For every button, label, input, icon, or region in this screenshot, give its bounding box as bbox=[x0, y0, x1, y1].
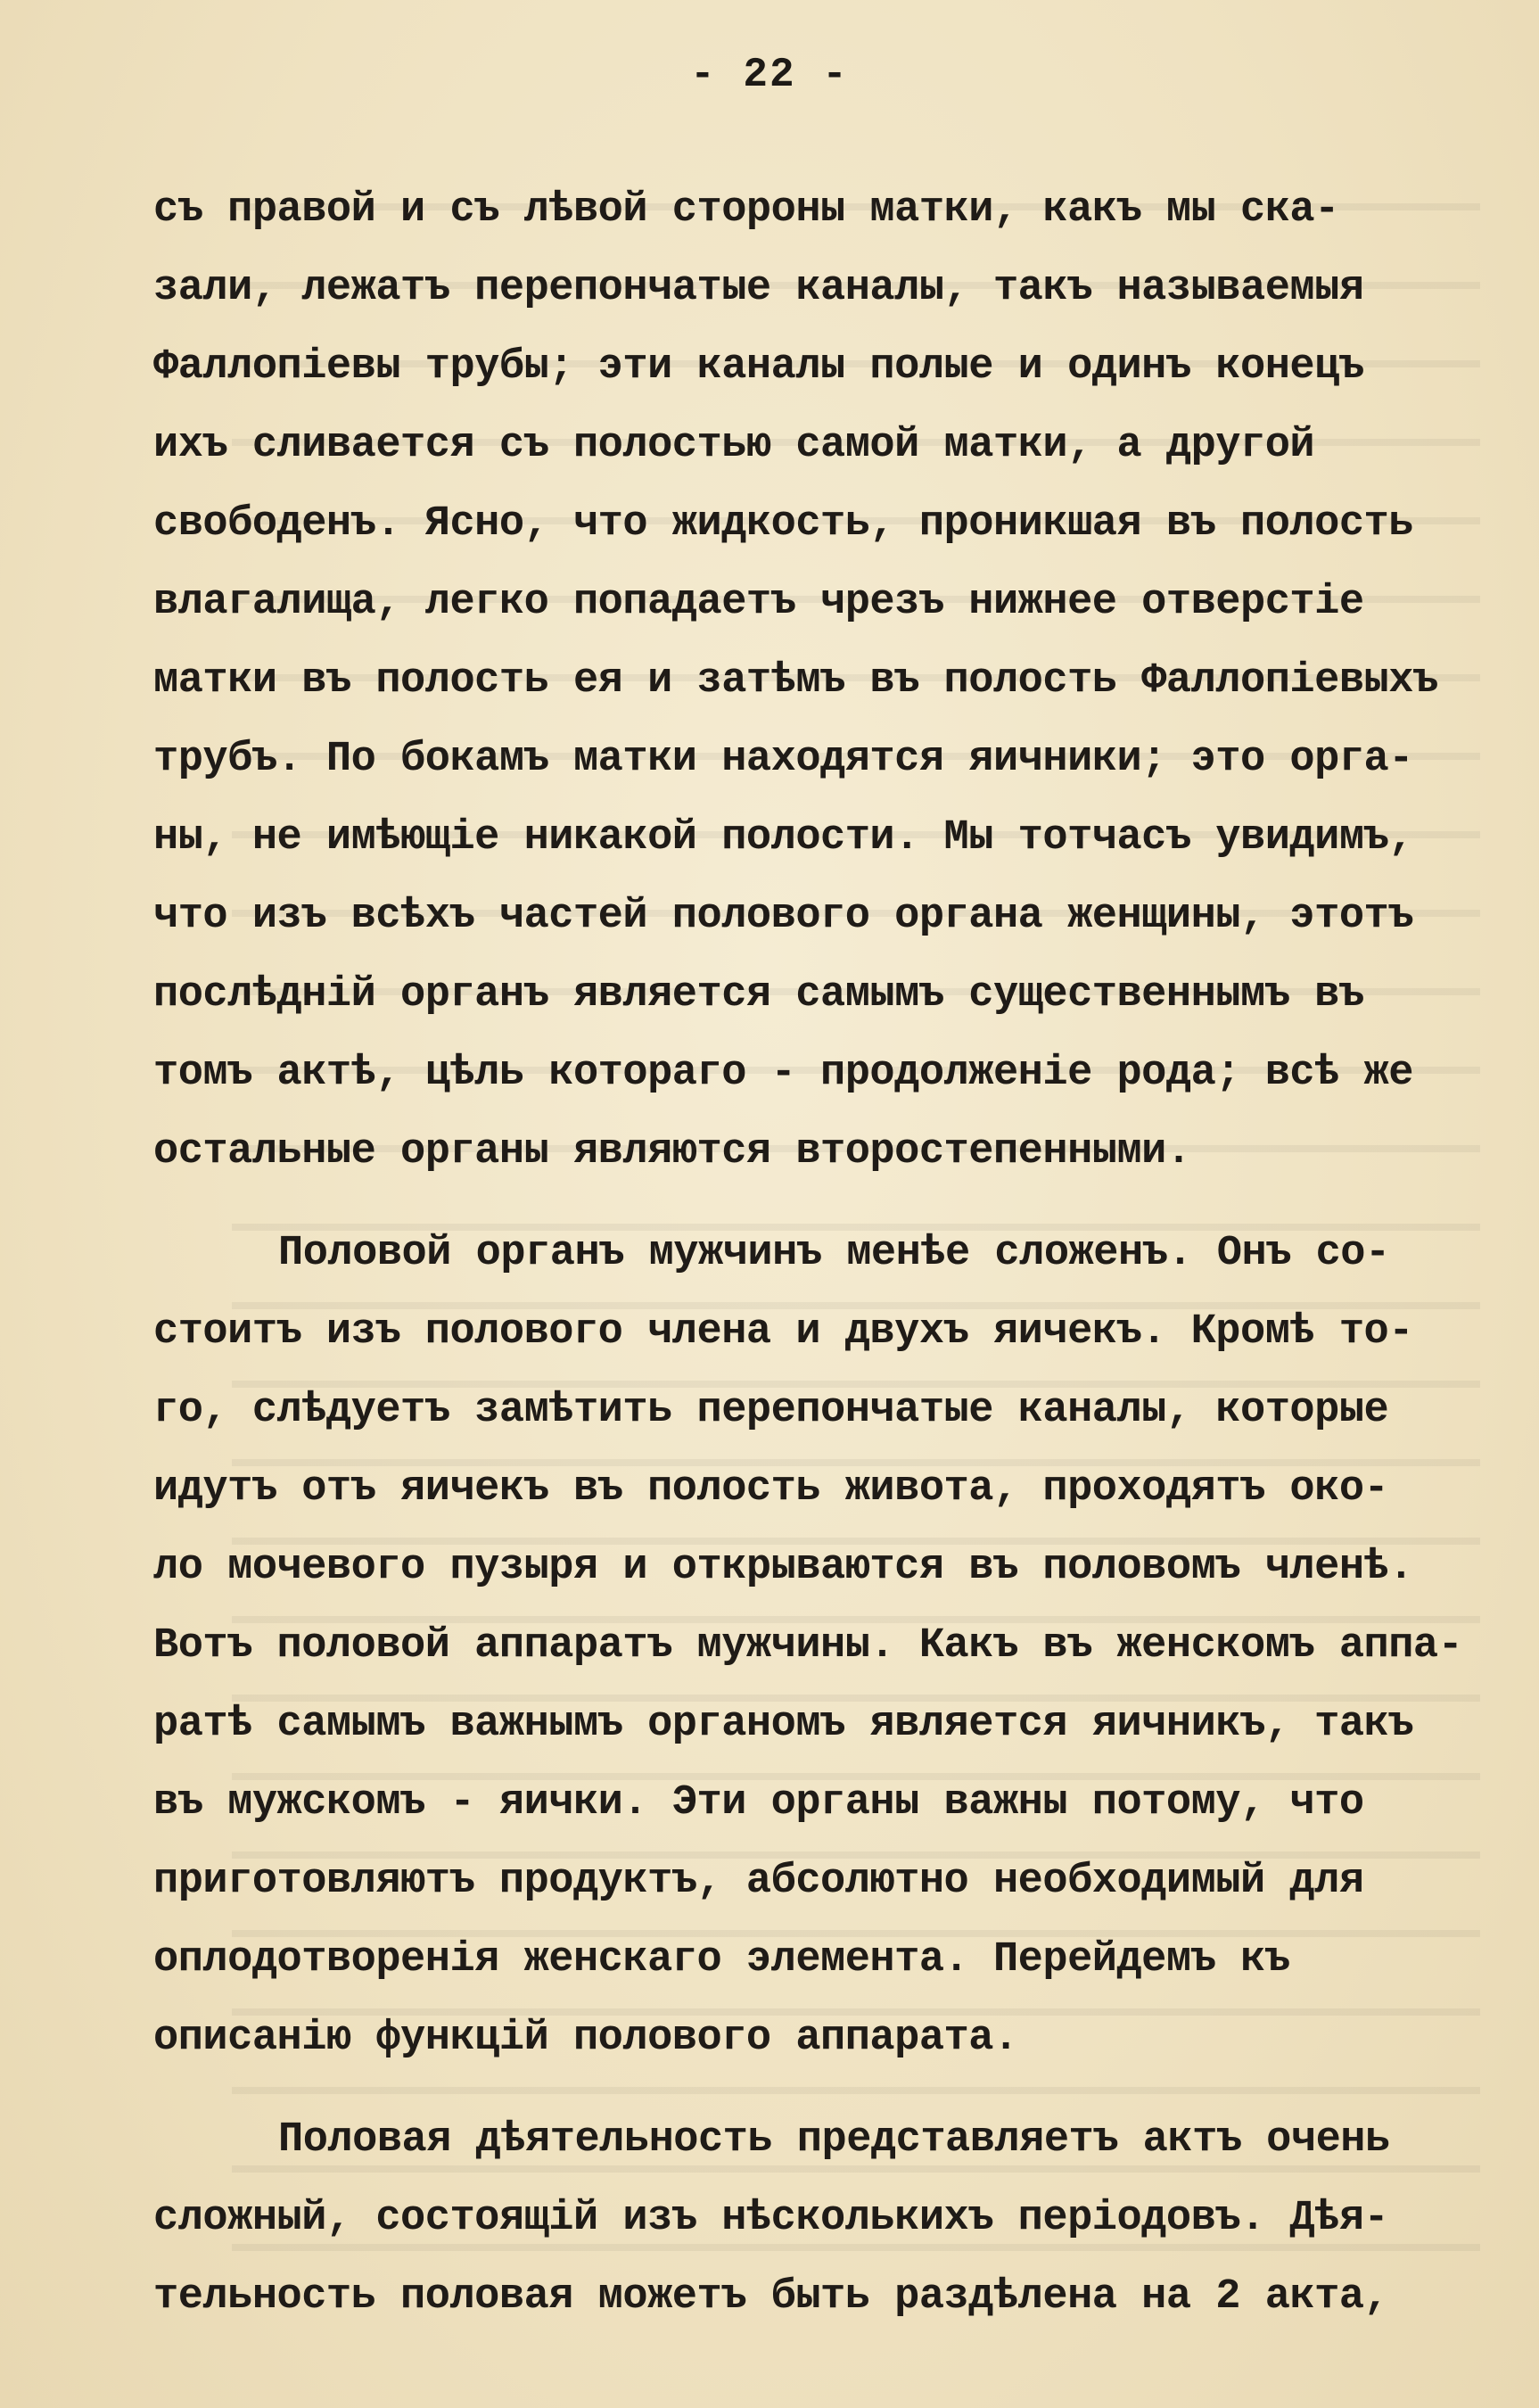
text-line: влагалища, легко попадаетъ чрезъ нижнее отверстіе bbox=[153, 579, 1364, 626]
text-line: ло мочевого пузыря и открываются въ половомъ членѣ. bbox=[153, 1544, 1413, 1591]
text-line: съ правой и съ лѣвой стороны матки, какъ мы ска- bbox=[153, 186, 1339, 234]
text-line: тельность половая можетъ быть раздѣлена на 2 акта, bbox=[153, 2273, 1389, 2321]
text-line: Половая дѣятельность представляетъ актъ очень bbox=[278, 2116, 1390, 2164]
text-line: томъ актѣ, цѣль котораго - продолженіе рода; всѣ же bbox=[153, 1050, 1413, 1097]
text-line: идутъ отъ яичекъ въ полость живота, проходятъ око- bbox=[153, 1465, 1389, 1513]
text-line: го, слѣдуетъ замѣтить перепончатые каналы, которые bbox=[153, 1387, 1389, 1434]
text-line: приготовляютъ продуктъ, абсолютно необходимый для bbox=[153, 1858, 1364, 1905]
text-line: въ мужскомъ - яички. Эти органы важны потому, что bbox=[153, 1779, 1364, 1827]
page-number: - 22 - bbox=[690, 52, 849, 98]
text-line: трубъ. По бокамъ матки находятся яичники; это орга- bbox=[153, 736, 1413, 783]
text-line: зали, лежатъ перепончатые каналы, такъ называемыя bbox=[153, 265, 1364, 312]
text-line: матки въ полость ея и затѣмъ въ полость Фаллопіевыхъ bbox=[153, 657, 1438, 705]
text-line: ихъ сливается съ полостью самой матки, а другой bbox=[153, 422, 1315, 469]
text-line: Половой органъ мужчинъ менѣе сложенъ. Онъ со- bbox=[278, 1230, 1390, 1277]
text-line: Фаллопіевы трубы; эти каналы полые и одинъ конецъ bbox=[153, 343, 1364, 391]
text-line: ны, не имѣющіе никакой полости. Мы тотчасъ увидимъ, bbox=[153, 814, 1413, 862]
text-line: оплодотворенія женскаго элемента. Перейдемъ къ bbox=[153, 1936, 1290, 1983]
text-line: стоитъ изъ полового члена и двухъ яичекъ. Кромѣ то- bbox=[153, 1308, 1413, 1356]
text-line: описанію функцій полового аппарата. bbox=[153, 2015, 1018, 2062]
paragraph-gap bbox=[153, 2078, 1464, 2101]
text-line: Вотъ половой аппаратъ мужчины. Какъ въ женскомъ аппа- bbox=[153, 1622, 1463, 1670]
body-text bbox=[153, 171, 1464, 2337]
paragraph-gap bbox=[153, 1192, 1464, 1215]
text-line: ратѣ самымъ важнымъ органомъ является яичникъ, такъ bbox=[153, 1701, 1413, 1748]
text-line: свободенъ. Ясно, что жидкость, проникшая въ полость bbox=[153, 500, 1413, 548]
text-line: послѣдній органъ является самымъ существеннымъ въ bbox=[153, 971, 1364, 1018]
text-line: что изъ всѣхъ частей полового органа женщины, этотъ bbox=[153, 893, 1413, 940]
text-line: сложный, состоящій изъ нѣсколькихъ періодовъ. Дѣя- bbox=[153, 2195, 1389, 2242]
text-line: остальные органы являются второстепенными. bbox=[153, 1128, 1191, 1175]
